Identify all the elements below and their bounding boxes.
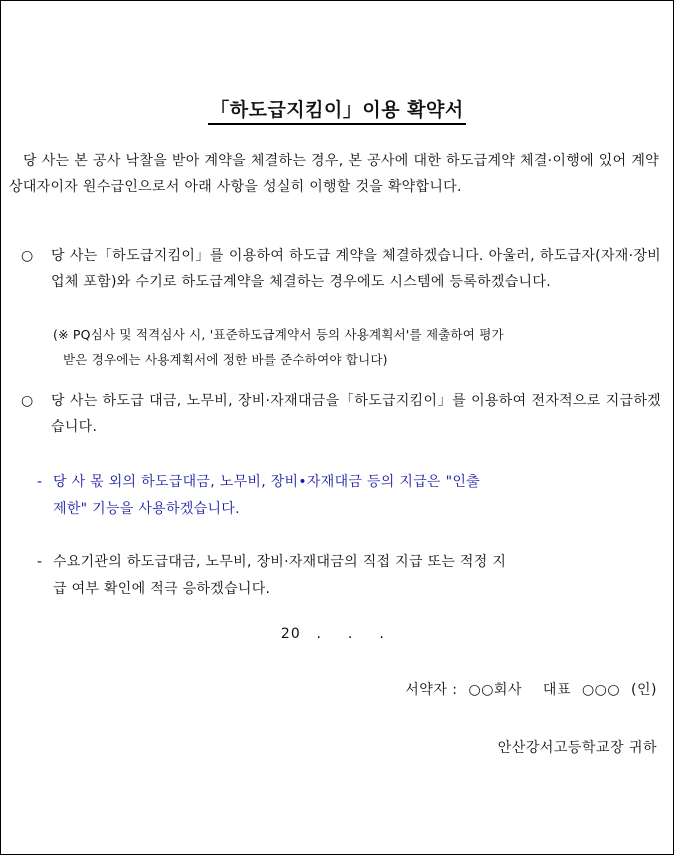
dash-item-direct-payment — [37, 549, 662, 603]
date-sep-day: . — [379, 626, 385, 642]
dash-item-withdrawal-limit — [37, 469, 597, 523]
circle-bullet-icon: ○ — [21, 393, 34, 409]
dash-bullet: - — [37, 474, 43, 490]
dash-item-2-line-2: 급 여부 확인에 적극 응하겠습니다. — [53, 581, 271, 597]
commitment-item-2-text: 당 사는 하도급 대금, 노무비, 장비·자재대금을「하도급지킴이」를 이용하여 전자적으로 지급하겠습니다. — [51, 393, 661, 435]
document-title-text: 「하도급지킴이」이용 확약서 — [208, 99, 466, 125]
commitment-item-2 — [21, 388, 661, 440]
signer-seal: (인) — [631, 682, 657, 698]
circle-bullet-icon: ○ — [21, 248, 34, 264]
dash-bullet: - — [37, 554, 43, 570]
dash-item-1-line-1: 당 사 몫 외의 하도급대금, 노무비, 장비•자재대금 등의 지급은 "인출 — [53, 474, 480, 490]
date-line — [1, 626, 674, 642]
pq-note-line-1: (※ PQ심사 및 적격심사 시, '표준하도급계약서 등의 사용계획서'를 제출하여 평가 — [53, 327, 504, 342]
date-sep-year: . — [316, 626, 322, 642]
pq-note — [53, 322, 663, 372]
document-title — [1, 95, 673, 122]
commitment-item-1 — [21, 243, 661, 295]
signer-company: ○○회사 — [468, 682, 522, 698]
commitment-item-1-text: 당 사는「하도급지킴이」를 이용하여 하도급 계약을 체결하겠습니다. 아울러, 하도급자(자재·장비업체 포함)와 수기로 하도급계약을 체결하는 경우에도 시스템에 등록하겠습니다. — [51, 248, 661, 290]
signer-label: 서약자 : — [405, 682, 458, 698]
signer-rep-name: ○○○ — [581, 682, 621, 698]
dash-item-1-line-2: 제한" 기능을 사용하겠습니다. — [53, 501, 240, 517]
dash-item-2-line-1: 수요기관의 하도급대금, 노무비, 장비·자재대금의 직접 지급 또는 적정 지 — [53, 554, 507, 570]
signer-rep-label: 대표 — [542, 682, 571, 698]
signer-line — [399, 679, 657, 699]
date-sep-month: . — [347, 626, 354, 642]
intro-paragraph: 당 사는 본 공사 낙찰을 받아 계약을 체결하는 경우, 본 공사에 대한 하도급계약 체결·이행에 있어 계약상대자이자 원수급인으로서 아래 사항을 성실히 이행할 것을 확약합니다. — [9, 153, 659, 195]
recipient-line: 안산강서고등학교장 귀하 — [497, 740, 657, 756]
date-year: 20 — [280, 626, 301, 642]
pq-note-line-2: 받은 경우에는 사용계획서에 정한 바를 준수하여야 합니다) — [63, 352, 388, 367]
